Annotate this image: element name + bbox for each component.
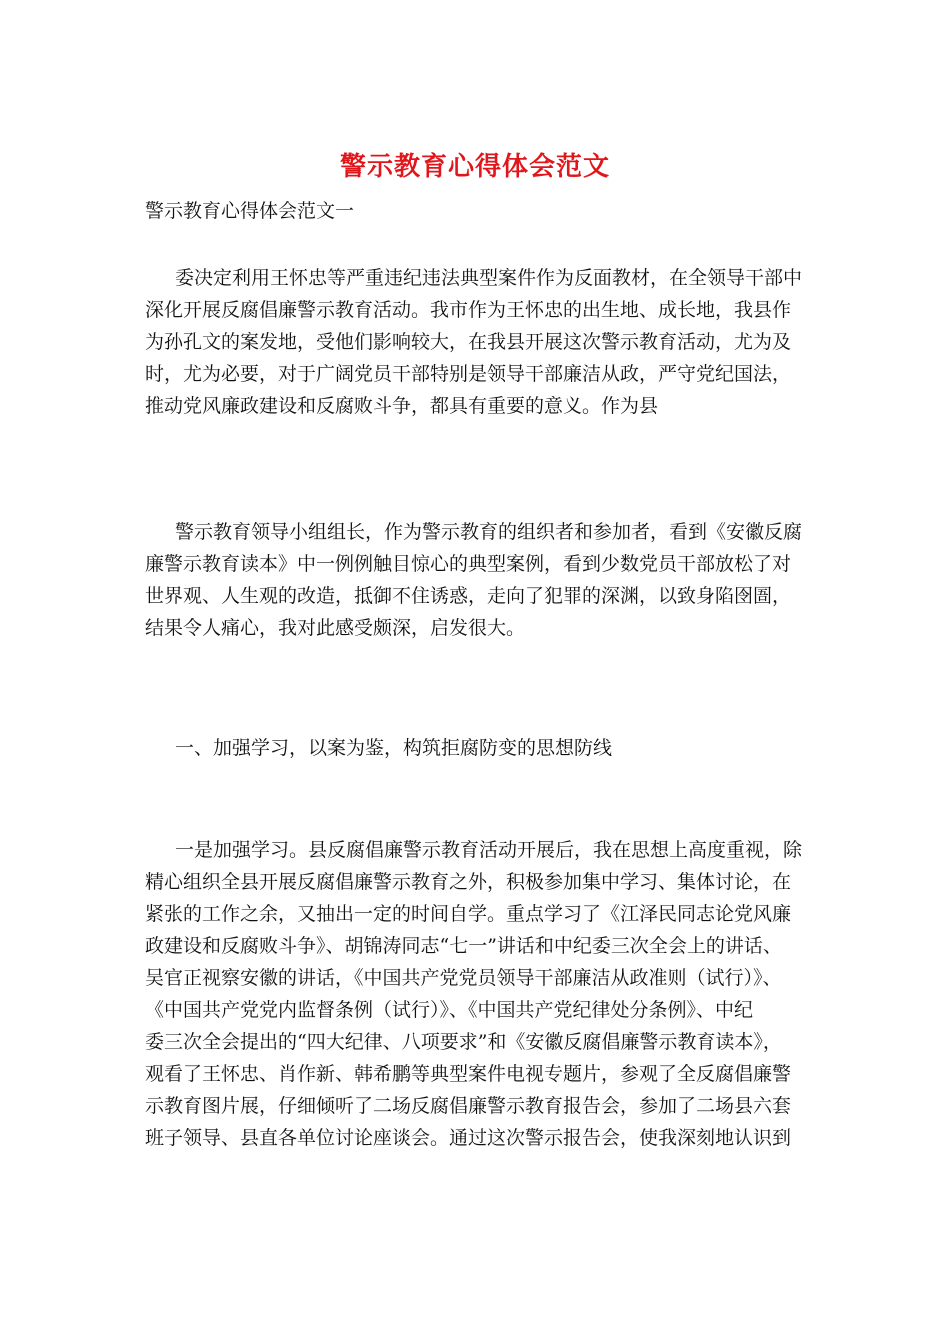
paragraph-line: 世界观、人生观的改造，抵御不住诱惑，走向了犯罪的深渊，以致身陷囹圄， (145, 585, 792, 607)
paragraph-line: 时，尤为必要，对于广阔党员干部特别是领导干部廉洁从政，严守党纪国法， (145, 363, 792, 385)
paragraph-line: 推动党风廉政建设和反腐败斗争，都具有重要的意义。作为县 (145, 395, 659, 417)
paragraph-line: 委决定利用王怀忠等严重违纪违法典型案件作为反面教材，在全领导干部中 (175, 267, 803, 289)
paragraph-3 (145, 834, 810, 1154)
paragraph-line: 委三次全会提出的“四大纪律、八项要求”和《安徽反腐倡廉警示教育读本》， (145, 1031, 782, 1053)
paragraph-line: 紧张的工作之余，又抽出一定的时间自学。重点学习了《江泽民同志论党风廉 (145, 903, 792, 925)
document-subtitle: 警示教育心得体会范文一 (145, 200, 355, 222)
paragraph-line: 警示教育领导小组组长，作为警示教育的组织者和参加者，看到《安徽反腐 (175, 521, 803, 543)
paragraph-line: 一是加强学习。县反腐倡廉警示教育活动开展后，我在思想上高度重视，除 (175, 839, 803, 861)
paragraph-line: 吴官正视察安徽的讲话，《中国共产党党员领导干部廉洁从政准则（试行）》、 (145, 967, 782, 989)
section-heading: 一、加强学习，以案为鉴，构筑拒腐防变的思想防线 (175, 737, 613, 759)
document-title: 警示教育心得体会范文 (339, 152, 610, 182)
paragraph-line: 示教育图片展，仔细倾听了二场反腐倡廉警示教育报告会，参加了二场县六套 (145, 1095, 792, 1117)
paragraph-1 (145, 262, 810, 422)
paragraph-line: 为孙孔文的案发地，受他们影响较大，在我县开展这次警示教育活动，尤为及 (145, 331, 792, 353)
paragraph-line: 结果令人痛心，我对此感受颇深，启发很大。 (145, 617, 526, 639)
paragraph-line: 班子领导、县直各单位讨论座谈会。通过这次警示报告会，使我深刻地认识到 (145, 1127, 792, 1149)
paragraph-line: 廉警示教育读本》中一例例触目惊心的典型案例，看到少数党员干部放松了对 (145, 553, 792, 575)
paragraph-2 (145, 516, 810, 644)
paragraph-line: 观看了王怀忠、肖作新、韩希鹏等典型案件电视专题片，参观了全反腐倡廉警 (145, 1063, 792, 1085)
paragraph-line: 深化开展反腐倡廉警示教育活动。我市作为王怀忠的出生地、成长地，我县作 (145, 299, 792, 321)
paragraph-line: 《中国共产党党内监督条例（试行）》、《中国共产党纪律处分条例》、中纪 (145, 999, 754, 1021)
paragraph-line: 政建设和反腐败斗争》、胡锦涛同志“七一”讲话和中纪委三次全会上的讲话、 (145, 935, 782, 957)
paragraph-line: 精心组织全县开展反腐倡廉警示教育之外，积极参加集中学习、集体讨论，在 (145, 871, 792, 893)
